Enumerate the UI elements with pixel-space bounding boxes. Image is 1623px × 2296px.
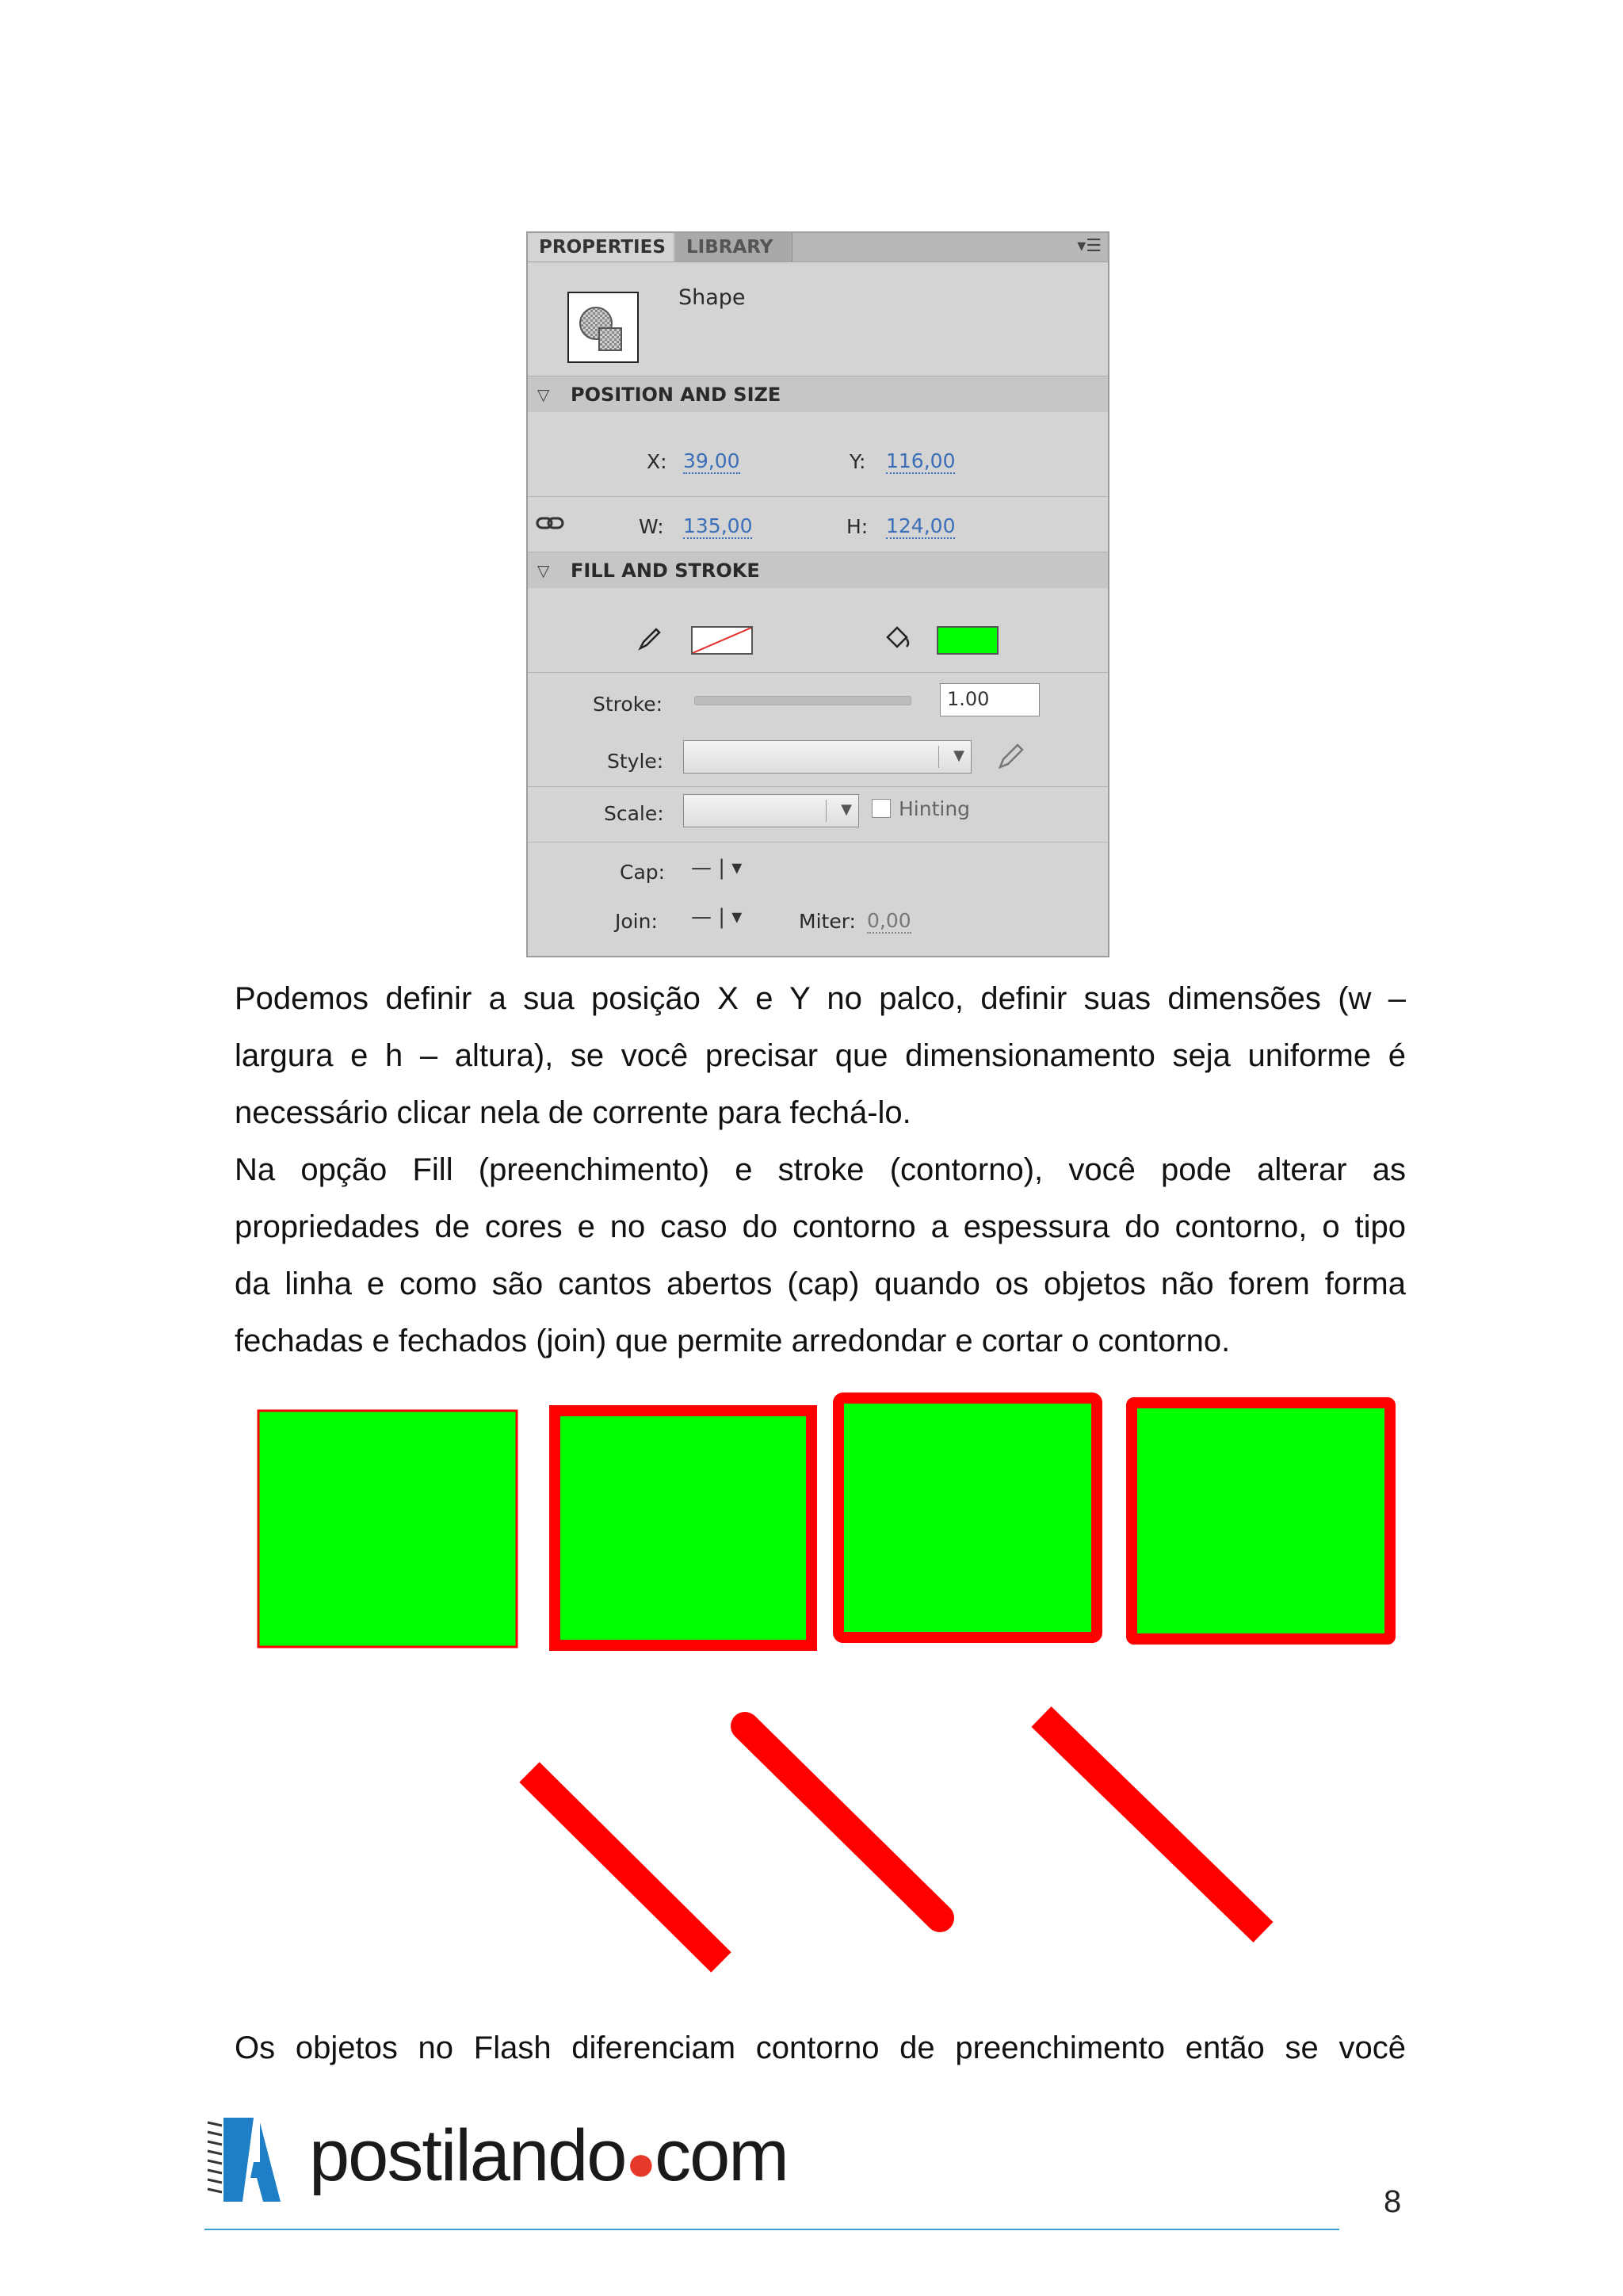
fill-color-swatch[interactable]: [937, 626, 999, 655]
square-thick-stroke-miter: [555, 1411, 812, 1645]
cap-label: Cap:: [620, 861, 666, 884]
text-line: necessário clicar nela de corrente para fechá-lo.: [235, 1095, 911, 1130]
hinting-checkbox[interactable]: [872, 799, 891, 818]
stroke-width-input[interactable]: 1.00: [940, 683, 1040, 716]
logo-mark-icon: [204, 2115, 292, 2210]
style-label: Style:: [607, 750, 664, 773]
footer-logo: [204, 2115, 292, 2210]
square-thin-stroke: [258, 1411, 517, 1647]
line-cap-round: [745, 1726, 940, 1918]
stroke-slider[interactable]: [694, 696, 911, 705]
text-line: da linha e como são cantos abertos (cap) quando os objetos não forem forma: [235, 1266, 1406, 1301]
tab-properties[interactable]: PROPERTIES: [528, 233, 674, 262]
panel-menu-icon[interactable]: ▾☰: [1077, 236, 1102, 256]
footer-divider: [204, 2229, 1339, 2230]
paint-bucket-icon[interactable]: [881, 623, 913, 658]
logo-text-part: postilando: [309, 2115, 626, 2196]
text-line: Podemos definir a sua posição X e Y no palco, definir suas dimensões (w –: [235, 981, 1406, 1016]
object-type-label: Shape: [678, 285, 746, 310]
w-value[interactable]: 135,00: [683, 514, 753, 537]
text-line: fechadas e fechados (join) que permite arredondar e cortar o contorno.: [235, 1324, 1231, 1358]
line-cap-square: [1041, 1717, 1263, 1932]
edit-style-pencil-icon[interactable]: [995, 740, 1027, 777]
dropdown-separator: [826, 800, 827, 822]
panel-tab-bar: [528, 233, 1108, 262]
text-line: largura e h – altura), se você precisar que dimensionamento seja uniforme é: [235, 1038, 1406, 1073]
miter-label: Miter:: [799, 910, 856, 933]
section-fill-stroke[interactable]: [528, 552, 1108, 588]
body-paragraph: [235, 970, 1406, 1370]
x-value[interactable]: 39,00: [683, 449, 740, 472]
square-thick-stroke-round: [838, 1398, 1097, 1637]
logo-text: [309, 2108, 788, 2210]
chain-link-icon[interactable]: [536, 514, 564, 537]
hinting-label: Hinting: [899, 797, 971, 820]
join-selector[interactable]: — | ▾: [691, 905, 743, 929]
join-label: Join:: [615, 910, 658, 933]
body-paragraph: [235, 2019, 1406, 2076]
y-value[interactable]: 116,00: [886, 449, 956, 472]
x-label: X:: [647, 450, 667, 473]
scale-dropdown[interactable]: [683, 794, 859, 827]
h-label: H:: [846, 515, 869, 538]
collapse-triangle-icon[interactable]: ▽: [537, 385, 550, 404]
shape-icon: [567, 292, 639, 363]
y-label: Y:: [850, 450, 866, 473]
square-thick-stroke-bevel: [1132, 1403, 1390, 1639]
section-title: POSITION AND SIZE: [571, 384, 781, 406]
tab-library[interactable]: LIBRARY: [675, 233, 792, 262]
cap-selector[interactable]: — | ▾: [691, 856, 743, 880]
stroke-color-swatch[interactable]: [691, 626, 753, 655]
logo-dot-icon: ●: [625, 2134, 655, 2191]
text-line: propriedades de cores e no caso do contorno a espessura do contorno, o tipo: [235, 1209, 1406, 1244]
dropdown-separator: [938, 746, 939, 768]
line-cap-none: [529, 1772, 721, 1962]
divider: [528, 786, 1108, 787]
divider: [528, 672, 1108, 673]
section-title: FILL AND STROKE: [571, 560, 760, 582]
collapse-triangle-icon[interactable]: ▽: [537, 561, 550, 580]
chevron-down-icon: ▼: [953, 747, 964, 764]
text-line: Os objetos no Flash diferenciam contorno de preenchimento então se você: [235, 2030, 1406, 2065]
logo-text-part: com: [655, 2115, 788, 2196]
divider: [528, 496, 1108, 497]
chevron-down-icon: ▼: [841, 801, 852, 818]
page-number: 8: [1384, 2184, 1402, 2219]
section-position-size[interactable]: [528, 376, 1108, 412]
scale-label: Scale:: [604, 802, 664, 825]
pencil-icon[interactable]: [636, 625, 664, 658]
stroke-label: Stroke:: [593, 693, 663, 716]
properties-panel: [526, 231, 1109, 957]
h-value[interactable]: 124,00: [886, 514, 956, 537]
text-line: Na opção Fill (preenchimento) e stroke (contorno), você pode alterar as: [235, 1152, 1406, 1187]
miter-value[interactable]: 0,00: [867, 909, 911, 932]
w-label: W:: [639, 515, 664, 538]
style-dropdown[interactable]: [683, 740, 972, 774]
